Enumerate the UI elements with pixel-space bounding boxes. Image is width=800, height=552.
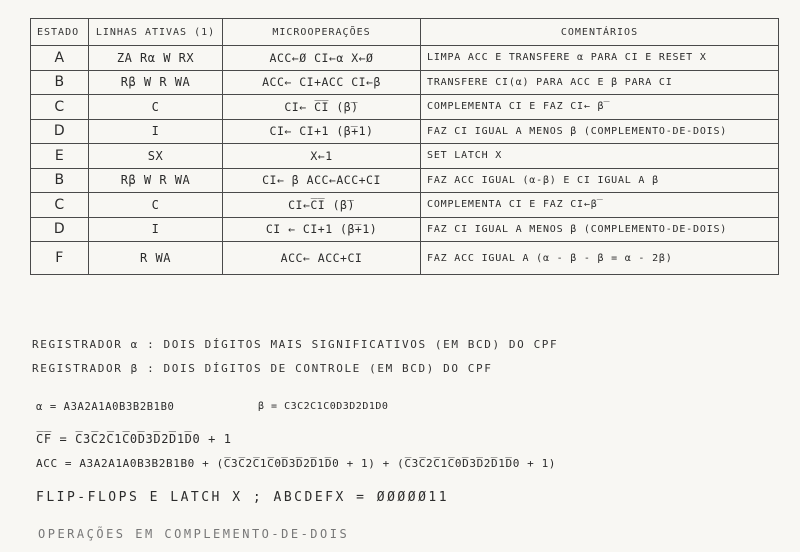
cell-linhas: ZA Rα W RX bbox=[89, 46, 223, 71]
table-row bbox=[31, 217, 779, 242]
header-comentarios: COMENTÁRIOS bbox=[421, 19, 779, 46]
cell-comentario: FAZ ACC IGUAL (α-β) E CI IGUAL A β bbox=[421, 168, 779, 193]
microoperations-table bbox=[30, 18, 779, 275]
operacoes-note: OPERAÇÕES EM COMPLEMENTO-DE-DOIS bbox=[38, 527, 350, 541]
cell-micro: ACC← CI+ACC CI←β bbox=[223, 70, 421, 95]
cell-micro: ACC← ACC+CI bbox=[223, 242, 421, 275]
note-registrador-beta: REGISTRADOR β : DOIS DÍGITOS DE CONTROLE (EM BCD) DO CPF bbox=[32, 362, 493, 375]
cf-definition: C̅F̅ = C̅3C̅2C̅1C̅0D̅3D̅2D̅1D̅0 + 1 bbox=[36, 432, 232, 446]
cell-linhas: Rβ W R WA bbox=[89, 70, 223, 95]
acc-definition: ACC = A3A2A1A0B3B2B1B0 + (C̅3C̅2C̅1C̅0D̅3D̅2D̅1D̅0 + 1) + (C̅3C̅2C̅1C̅0D̅3D̅2D̅1D̅0 + 1) bbox=[36, 457, 557, 470]
cell-linhas: SX bbox=[89, 144, 223, 169]
cell-estado: C bbox=[31, 95, 89, 120]
cell-micro: CI← CI+1 (β̅+1) bbox=[223, 119, 421, 144]
note-registrador-alpha: REGISTRADOR α : DOIS DÍGITOS MAIS SIGNIFICATIVOS (EM BCD) DO CPF bbox=[32, 338, 559, 351]
cell-linhas: C bbox=[89, 193, 223, 218]
header-linhas-ativas: LINHAS ATIVAS (1) bbox=[89, 19, 223, 46]
cell-estado: B bbox=[31, 168, 89, 193]
table-row bbox=[31, 95, 779, 120]
cell-estado: D bbox=[31, 119, 89, 144]
cell-comentario: COMPLEMENTA CI E FAZ CI← β̅ bbox=[421, 95, 779, 120]
header-estado: ESTADO bbox=[31, 19, 89, 46]
cell-estado: D bbox=[31, 217, 89, 242]
flipflops-state: FLIP-FLOPS E LATCH X ; ABCDEFX = ØØØØØ11 bbox=[36, 490, 450, 505]
cell-linhas: I bbox=[89, 119, 223, 144]
cell-micro: ACC←Ø CI←α X←Ø bbox=[223, 46, 421, 71]
cell-comentario: LIMPA ACC E TRANSFERE α PARA CI E RESET X bbox=[421, 46, 779, 71]
cell-estado: A bbox=[31, 46, 89, 71]
cell-micro: CI ← CI+1 (β̅+1) bbox=[223, 217, 421, 242]
table-row bbox=[31, 144, 779, 169]
cell-comentario: SET LATCH X bbox=[421, 144, 779, 169]
cell-micro: CI←C̅I̅ (β̅) bbox=[223, 193, 421, 218]
cell-micro: CI← β ACC←ACC+CI bbox=[223, 168, 421, 193]
table-header-row bbox=[31, 19, 779, 46]
header-microoperacoes: MICROOPERAÇÕES bbox=[223, 19, 421, 46]
cell-comentario: FAZ CI IGUAL A MENOS β (COMPLEMENTO-DE-DOIS) bbox=[421, 217, 779, 242]
cell-estado: F bbox=[31, 242, 89, 275]
table-row bbox=[31, 242, 779, 275]
cell-comentario: FAZ ACC IGUAL A (α - β - β = α - 2β) bbox=[421, 242, 779, 275]
cell-comentario: COMPLEMENTA CI E FAZ CI←β̅ bbox=[421, 193, 779, 218]
cell-linhas: R WA bbox=[89, 242, 223, 275]
cell-estado: C bbox=[31, 193, 89, 218]
beta-definition: β = C3C2C1C0D3D2D1D0 bbox=[258, 401, 389, 412]
table-row bbox=[31, 70, 779, 95]
alpha-definition: α = A3A2A1A0B3B2B1B0 bbox=[36, 401, 175, 413]
table-row bbox=[31, 168, 779, 193]
table-row bbox=[31, 119, 779, 144]
table-row bbox=[31, 193, 779, 218]
cell-comentario: FAZ CI IGUAL A MENOS β (COMPLEMENTO-DE-DOIS) bbox=[421, 119, 779, 144]
cell-linhas: C bbox=[89, 95, 223, 120]
cell-linhas: I bbox=[89, 217, 223, 242]
cell-linhas: Rβ W R WA bbox=[89, 168, 223, 193]
cell-estado: B bbox=[31, 70, 89, 95]
cell-comentario: TRANSFERE CI(α) PARA ACC E β PARA CI bbox=[421, 70, 779, 95]
table-row bbox=[31, 46, 779, 71]
cell-micro: CI← C̅I̅ (β̅) bbox=[223, 95, 421, 120]
cell-micro: X←1 bbox=[223, 144, 421, 169]
cell-estado: E bbox=[31, 144, 89, 169]
